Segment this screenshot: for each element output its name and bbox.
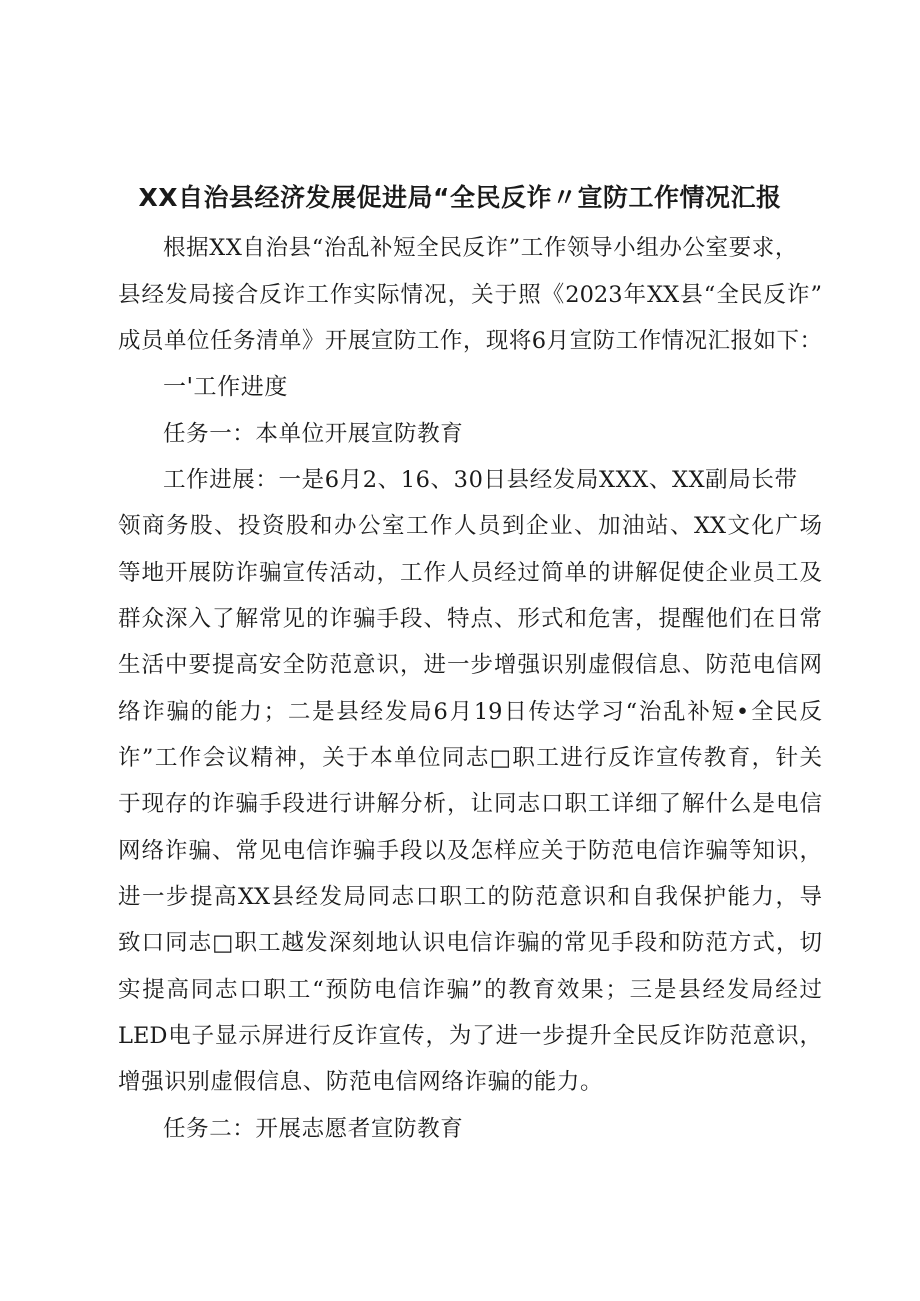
paragraph-line: 领商务股、投资股和办公室工作人员到企业、加油站、XX文化广场 — [118, 513, 822, 539]
task-heading: 任务一：本单位开展宣防教育 — [163, 421, 464, 447]
paragraph-line: LED电子显示屏进行反诈宣传，为了进一步提升全民反诈防范意识， — [118, 1023, 822, 1049]
task-heading: 任务二：开展志愿者宣防教育 — [163, 1116, 464, 1142]
paragraph-line: 群众深入了解常见的诈骗手段、特点、形式和危害，提醒他们在日常 — [118, 606, 822, 632]
paragraph-line: 等地开展防诈骗宣传活动，工作人员经过简单的讲解促使企业员工及 — [118, 560, 822, 586]
paragraph-line: 生活中要提高安全防范意识，进一步增强识别虚假信息、防范电信网 — [118, 652, 822, 678]
paragraph-line: 于现存的诈骗手段进行讲解分析，让同志口职工详细了解什么是电信 — [118, 791, 822, 817]
paragraph-line: 成员单位任务清单》开展宣防工作，现将6月宣防工作情况汇报如下： — [118, 328, 822, 354]
document-title: XX自治县经济发展促进局“全民反诈〃宣防工作情况汇报 — [138, 183, 782, 212]
paragraph-line: 诈”工作会议精神，关于本单位同志□职工进行反诈宣传教育，针关 — [118, 745, 822, 771]
paragraph-line: 县经发局接合反诈工作实际情况，关于照《2023年XX县“全民反诈” — [118, 282, 822, 308]
paragraph-line: 网络诈骗、常见电信诈骗手段以及怎样应关于防范电信诈骗等知识， — [118, 838, 822, 864]
section-heading: 一'工作进度 — [163, 374, 288, 400]
paragraph-line: 进一步提高XX县经发局同志口职工的防范意识和自我保护能力，导 — [118, 884, 822, 910]
paragraph-line: 工作进展：一是6月2、16、30日县经发局XXX、XX副局长带 — [163, 467, 798, 493]
paragraph-line: 增强识别虚假信息、防范电信网络诈骗的能力。 — [118, 1069, 604, 1095]
paragraph-line: 致口同志□职工越发深刻地认识电信诈骗的常见手段和防范方式，切 — [118, 930, 822, 956]
paragraph-line: 实提高同志口职工“预防电信诈骗”的教育效果；三是县经发局经过 — [118, 977, 822, 1003]
paragraph-line: 络诈骗的能力；二是县经发局6月19日传达学习“治乱补短•全民反 — [118, 699, 822, 725]
paragraph-line: 根据XX自治县“治乱补短全民反诈”工作领导小组办公室要求， — [163, 235, 798, 261]
